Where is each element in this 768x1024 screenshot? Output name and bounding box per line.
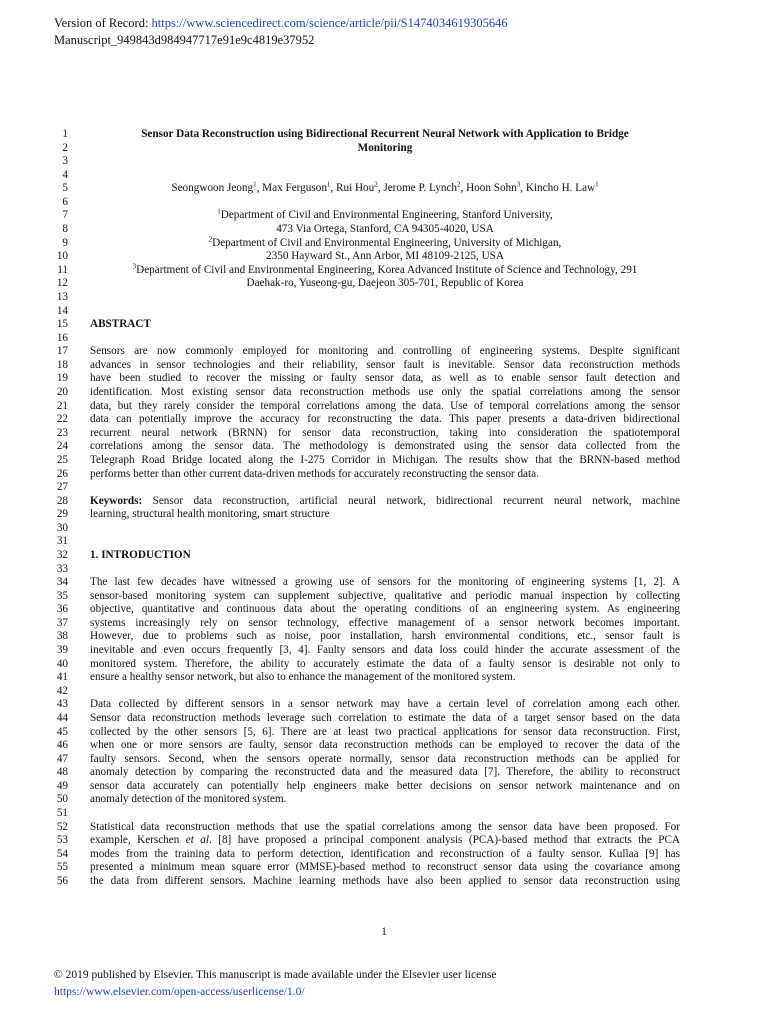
line-text: Data collected by different sensors in a sensor network may have a certain level of correlation among each other. bbox=[90, 698, 680, 711]
line-number: 45 bbox=[56, 725, 68, 738]
page-number: 1 bbox=[381, 926, 387, 938]
line-text: data, but they rarely consider the temporal correlations among the data. Use of temporal correlations among the sensor bbox=[90, 399, 680, 412]
line-number: 34 bbox=[56, 576, 68, 589]
text-line bbox=[0, 522, 768, 536]
line-number: 30 bbox=[56, 521, 68, 534]
line-number: 43 bbox=[56, 698, 68, 711]
line-text: correlations among the sensor data. The methodology is demonstrated using the sensor data collected from the bbox=[90, 440, 680, 453]
line-number: 23 bbox=[56, 426, 68, 439]
line-number: 32 bbox=[56, 548, 68, 561]
text-line bbox=[0, 182, 768, 196]
line-text: data can potentially improve the accuracy for reconstructing the data. This paper presents a data-driven bidirectional bbox=[90, 413, 680, 426]
line-text: monitored system. Therefore, the ability to accurately estimate the data of a faulty sensor is desirable not only to bbox=[90, 657, 680, 670]
line-number: 5 bbox=[62, 182, 68, 195]
line-number: 22 bbox=[56, 413, 68, 426]
text-line bbox=[0, 372, 768, 386]
line-text: modes from the training data to perform detection, identification and reconstruction of a faulty sensor. Kullaa [9] has bbox=[90, 847, 680, 860]
line-number: 27 bbox=[56, 481, 68, 494]
text-line bbox=[0, 305, 768, 319]
line-text: inevitable and even occurs frequently [3, 4]. Faulty sensors and data loss could hinder the accurate assessment of the bbox=[90, 644, 680, 657]
line-number: 18 bbox=[56, 358, 68, 371]
line-number: 6 bbox=[62, 195, 68, 208]
text-line bbox=[0, 196, 768, 210]
text-line bbox=[0, 481, 768, 495]
line-text: Sensor data reconstruction methods leverage such correlation to estimate the data of a target sensor based on the data bbox=[90, 711, 680, 724]
line-number: 3 bbox=[62, 155, 68, 168]
text-line bbox=[0, 454, 768, 468]
text-line bbox=[0, 468, 768, 482]
line-number: 17 bbox=[56, 345, 68, 358]
line-number: 1 bbox=[62, 128, 68, 140]
text-line bbox=[0, 264, 768, 278]
text-line bbox=[0, 563, 768, 577]
text-line bbox=[0, 318, 768, 332]
line-number: 49 bbox=[56, 779, 68, 792]
line-text: advances in sensor technologies and their reliability, sensor fault is inevitable. Sensor data reconstruction methods bbox=[90, 358, 680, 371]
manuscript-id: Manuscript_949843d984947717e91e9c4819e37952 bbox=[54, 33, 315, 47]
version-of-record bbox=[54, 16, 508, 31]
text-line bbox=[0, 234, 768, 251]
text-line bbox=[0, 169, 768, 183]
line-text: sensor-based monitoring system can supplement subjective, qualitative and periodic manual inspection by collecting bbox=[90, 589, 680, 602]
line-number: 13 bbox=[56, 290, 68, 303]
line-number: 26 bbox=[56, 467, 68, 480]
text-line bbox=[0, 848, 768, 862]
line-number: 39 bbox=[56, 644, 68, 657]
line-text: The last few decades have witnessed a growing use of sensors for the monitoring of engineering systems [1, 2]. A bbox=[90, 576, 680, 589]
line-number: 35 bbox=[56, 589, 68, 602]
line-number: 12 bbox=[56, 277, 68, 290]
line-number: 54 bbox=[56, 847, 68, 860]
line-text: Sensors are now commonly employed for monitoring and controlling of engineering systems. Despite significant bbox=[90, 345, 680, 358]
text-line bbox=[0, 875, 768, 889]
text-line bbox=[0, 576, 768, 590]
text-line bbox=[0, 658, 768, 672]
text-line bbox=[0, 427, 768, 441]
line-text: 473 Via Ortega, Stanford, CA 94305-4020, USA bbox=[276, 223, 494, 236]
text-line bbox=[0, 753, 768, 767]
line-number: 11 bbox=[57, 263, 68, 276]
text-line bbox=[0, 630, 768, 644]
text-line bbox=[0, 780, 768, 794]
text-line bbox=[0, 223, 768, 237]
text-line bbox=[0, 793, 768, 807]
text-line bbox=[0, 359, 768, 373]
text-line bbox=[0, 128, 768, 142]
line-number: 9 bbox=[62, 236, 68, 249]
line-number: 16 bbox=[56, 331, 68, 344]
line-text: However, due to problems such as noise, poor installation, harsh environmental conditions, etc., sensor fault is bbox=[90, 630, 680, 643]
line-text: faulty sensors. Second, when the sensors operate normally, sensor data reconstruction methods can be applied for bbox=[90, 752, 680, 765]
text-line bbox=[0, 739, 768, 753]
line-text: recurrent neural network (BRNN) for sensor data reconstruction, taking into consideration the spatiotemporal bbox=[90, 426, 680, 439]
line-number: 37 bbox=[56, 616, 68, 629]
text-line bbox=[0, 807, 768, 821]
line-text: Statistical data reconstruction methods that use the spatial correlations among the sensor data have been proposed. For bbox=[90, 820, 680, 833]
text-line bbox=[0, 400, 768, 414]
text-line bbox=[0, 535, 768, 549]
text-line bbox=[0, 766, 768, 780]
line-number: 46 bbox=[56, 739, 68, 752]
line-number: 7 bbox=[62, 209, 68, 222]
line-text: presented a minimum mean square error (MMSE)-based method to reconstruct sensor data using the covariance among bbox=[90, 861, 680, 874]
version-link[interactable]: https://www.sciencedirect.com/science/article/pii/S1474034619305646 bbox=[151, 16, 508, 30]
line-number: 56 bbox=[56, 874, 68, 887]
license-link-row bbox=[54, 985, 305, 999]
text-line bbox=[0, 291, 768, 305]
line-number: 8 bbox=[62, 223, 68, 236]
text-line bbox=[0, 726, 768, 740]
version-label: Version of Record: bbox=[54, 16, 152, 30]
line-text: Telegraph Road Bridge located along the I-275 Corridor in Michigan. The results show that the BRNN-based method bbox=[90, 453, 680, 466]
line-text: $^1$Department of Civil and Environmental Engineering, Stanford University, bbox=[217, 207, 553, 222]
line-text: anomaly detection by comparing the reconstructed data and the measured data [7]. Therefore, the ability to reconstruct bbox=[90, 766, 680, 779]
text-line bbox=[0, 590, 768, 604]
line-text: anomaly detection of the monitored system. bbox=[90, 793, 287, 806]
text-line bbox=[0, 250, 768, 264]
line-number: 51 bbox=[56, 807, 68, 819]
text-line bbox=[0, 277, 768, 291]
line-text: Keywords: Sensor data reconstruction, artificial neural network, bidirectional recurrent neural network, machine bbox=[90, 494, 680, 507]
text-line bbox=[0, 671, 768, 685]
line-number: 40 bbox=[56, 657, 68, 670]
text-line bbox=[0, 209, 768, 223]
line-number: 29 bbox=[56, 508, 68, 521]
line-number: 4 bbox=[62, 168, 68, 181]
license-text: © 2019 published by Elsevier. This manuscript is made available under the Elsevier user license bbox=[54, 969, 497, 981]
line-number: 48 bbox=[56, 766, 68, 779]
line-text: $^3$Department of Civil and Environmental Engineering, Korea Advanced Institute of Science and Technology, 291 bbox=[132, 262, 638, 276]
text-line bbox=[0, 440, 768, 454]
line-number: 50 bbox=[56, 793, 68, 806]
line-number: 21 bbox=[56, 399, 68, 412]
line-text: collected by the other sensors [5, 6]. There are at least two practical applications for sensor data reconstruction. First, bbox=[90, 725, 680, 738]
text-line bbox=[0, 698, 768, 712]
line-text: when one or more sensors are faulty, sensor data reconstruction methods can be employed to recover the data of the bbox=[90, 739, 680, 752]
text-line bbox=[0, 495, 768, 509]
text-line bbox=[0, 155, 768, 169]
line-number: 44 bbox=[56, 711, 68, 724]
line-text: ABSTRACT bbox=[90, 318, 151, 331]
text-line bbox=[0, 332, 768, 346]
line-text: performs better than other current data-driven methods for accurately reconstructing the sensor data. bbox=[90, 467, 539, 480]
line-text: the data from different sensors. Machine learning methods have also been applied to sensor data reconstruction using bbox=[90, 874, 680, 887]
text-line bbox=[0, 142, 768, 156]
line-text: objective, quantitative and continuous data about the operating conditions of an engineering system. As engineering bbox=[90, 603, 680, 616]
line-number: 28 bbox=[56, 494, 68, 507]
license-link[interactable]: https://www.elsevier.com/open-access/userlicense/1.0/ bbox=[54, 986, 305, 998]
line-number: 10 bbox=[56, 250, 68, 263]
line-text: $^2$Department of Civil and Environmental Engineering, University of Michigan, bbox=[208, 234, 562, 249]
line-text: Monitoring bbox=[357, 141, 413, 154]
line-text: ensure a healthy sensor network, but also to enhance the management of the monitored system. bbox=[90, 671, 516, 684]
line-number: 41 bbox=[56, 671, 68, 684]
line-number: 53 bbox=[56, 834, 68, 847]
line-text: example, Kerschen et al. [8] have proposed a principal component analysis (PCA)-based method that extracts the PCA bbox=[90, 834, 681, 847]
text-line bbox=[0, 834, 768, 848]
line-text: Sensor Data Reconstruction using Bidirectional Recurrent Neural Network with Application to Bridge bbox=[141, 128, 629, 140]
line-number: 36 bbox=[56, 603, 68, 616]
line-text: Daehak-ro, Yuseong-gu, Daejeon 305-701, Republic of Korea bbox=[246, 277, 524, 290]
line-number: 14 bbox=[56, 304, 68, 317]
line-text: systems increasingly rely on sensor technology, effective management of a sensor network becomes important. bbox=[90, 616, 680, 629]
line-text: learning, structural health monitoring, smart structure bbox=[90, 508, 330, 521]
text-line bbox=[0, 508, 768, 522]
text-line bbox=[0, 345, 768, 359]
text-line bbox=[0, 617, 768, 631]
line-number: 47 bbox=[56, 752, 68, 765]
text-line bbox=[0, 712, 768, 726]
line-number: 55 bbox=[56, 861, 68, 874]
text-line bbox=[0, 603, 768, 617]
line-number: 15 bbox=[56, 318, 68, 331]
line-number: 20 bbox=[56, 386, 68, 399]
line-text: have been studied to recover the missing or faulty sensor data, as well as to enable sensor fault detection and bbox=[90, 372, 680, 385]
line-text: sensor data accurately can potentially help engineers make better decisions on sensor network maintenance and on bbox=[90, 779, 680, 792]
text-line bbox=[0, 386, 768, 400]
line-number: 42 bbox=[56, 684, 68, 697]
line-text: Seongwoon Jeong$^1$, Max Ferguson$^1$, Rui Hou$^2$, Jerome P. Lynch$^2$, Hoon Sohn$^3$, Kincho H. Law$^1$ bbox=[171, 180, 599, 195]
line-number: 33 bbox=[56, 562, 68, 575]
line-number: 31 bbox=[56, 535, 68, 548]
line-number: 24 bbox=[56, 440, 68, 453]
line-number: 52 bbox=[56, 820, 68, 833]
text-line bbox=[0, 644, 768, 658]
text-line bbox=[0, 861, 768, 875]
line-text: identification. Most existing sensor data reconstruction methods use only the spatial correlations among the sensor bbox=[90, 386, 680, 399]
line-text: 1. INTRODUCTION bbox=[90, 548, 191, 561]
text-line bbox=[0, 413, 768, 427]
text-line bbox=[0, 549, 768, 563]
text-line bbox=[0, 821, 768, 835]
line-number: 25 bbox=[56, 453, 68, 466]
line-number: 2 bbox=[62, 141, 68, 154]
line-number: 19 bbox=[56, 372, 68, 385]
text-line bbox=[0, 685, 768, 699]
line-text: 2350 Hayward St., Ann Arbor, MI 48109-2125, USA bbox=[266, 250, 504, 263]
line-number: 38 bbox=[56, 630, 68, 643]
